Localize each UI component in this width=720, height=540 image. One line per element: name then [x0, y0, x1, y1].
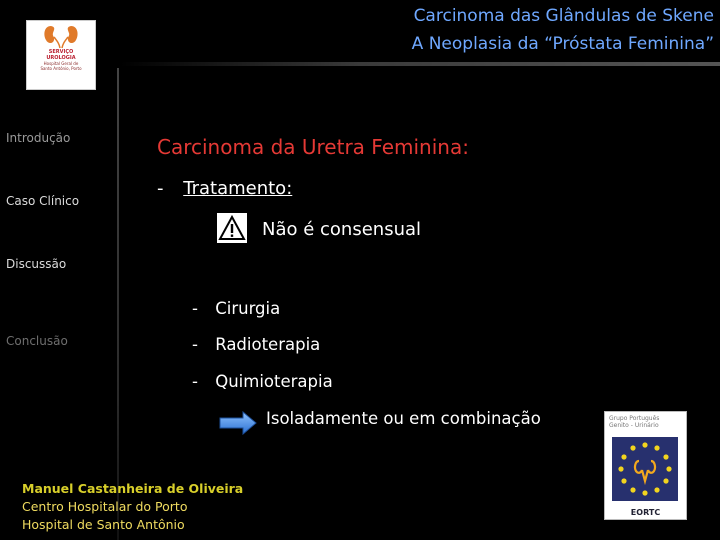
- option-label: Cirurgia: [215, 299, 281, 318]
- author-name: Manuel Castanheira de Oliveira: [22, 481, 244, 496]
- sidebar-item-caso-clinico[interactable]: Caso Clínico: [6, 194, 80, 208]
- eortc-stars-icon: [612, 437, 678, 501]
- option-cirurgia: [192, 299, 280, 318]
- option-dash: -: [192, 372, 198, 391]
- bullet-tratamento: [157, 178, 292, 199]
- bullet-dash: -: [157, 178, 164, 199]
- urologia-logo-line-3: Hospital Geral de: [43, 61, 79, 66]
- title-divider: [120, 62, 720, 66]
- urologia-logo: [26, 20, 96, 90]
- option-label: Radioterapia: [215, 335, 321, 354]
- kidneys-icon: [41, 23, 81, 49]
- urologia-logo-line-2: UROLOGIA: [46, 55, 76, 61]
- option-radioterapia: [192, 335, 320, 354]
- slide-title-line-2: A Neoplasia da “Próstata Feminina”: [411, 34, 714, 54]
- eortc-label: EORTC: [630, 508, 661, 517]
- institution-line-2: Hospital de Santo Antônio: [22, 517, 185, 532]
- section-heading: Carcinoma da Uretra Feminina:: [157, 135, 469, 159]
- option-dash: -: [192, 335, 198, 354]
- warning-text: Não é consensual: [262, 219, 422, 240]
- option-dash: -: [192, 299, 198, 318]
- sidebar-item-conclusao[interactable]: Conclusão: [6, 334, 68, 348]
- slide-title-line-1: Carcinoma das Glândulas de Skene: [413, 6, 714, 26]
- option-quimioterapia: [192, 372, 333, 391]
- eortc-logo: [604, 411, 687, 520]
- sidebar-divider: [117, 68, 119, 540]
- sidebar-item-discussao[interactable]: Discussão: [6, 257, 67, 271]
- arrow-right-icon: [219, 411, 257, 435]
- sidebar-item-introducao[interactable]: Introdução: [6, 131, 71, 145]
- urologia-logo-line-1: SERVIÇO: [48, 49, 74, 55]
- option-label: Quimioterapia: [215, 372, 333, 391]
- combination-text: Isoladamente ou em combinação: [266, 409, 541, 428]
- bullet-label: Tratamento:: [183, 178, 293, 199]
- eortc-group-text: Grupo Português Genito - Urinário: [609, 415, 660, 429]
- urologia-logo-line-4: Santo António, Porto: [40, 66, 82, 71]
- warning-icon: [217, 213, 247, 243]
- institution-line-1: Centro Hospitalar do Porto: [22, 499, 188, 514]
